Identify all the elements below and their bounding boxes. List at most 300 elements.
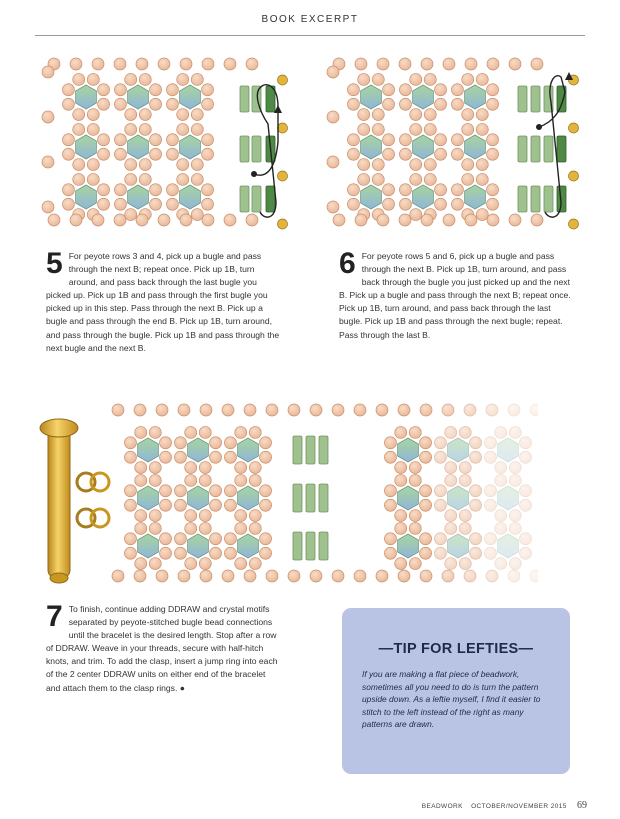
crystal-bead [76,135,97,159]
seed-bead [509,474,521,486]
seed-bead [484,499,496,511]
thread-start-dot [251,171,257,177]
crystal-bead [128,85,149,109]
seed-bead [166,134,178,146]
page-header [0,0,620,40]
seed-bead [134,570,146,582]
seed-bead [124,533,136,545]
seed-bead [395,558,407,570]
bugle-bead [557,186,566,212]
seed-bead [509,510,521,522]
seed-bead [158,214,170,226]
seed-bead [260,499,272,511]
seed-bead [310,404,322,416]
seed-bead [409,558,421,570]
step-5 [46,247,282,355]
crystal-bead [498,438,519,462]
seed-bead [487,198,499,210]
seed-bead [174,547,186,559]
crystal-bead [138,438,159,462]
seed-bead [260,437,272,449]
seed-bead [424,159,436,171]
seed-bead [191,123,203,135]
seed-bead [434,533,446,545]
seed-bead [409,474,421,486]
crystal-bead [361,85,382,109]
bugle-bead [319,436,328,464]
seed-bead [266,404,278,416]
seed-bead [377,214,389,226]
seed-bead [451,148,463,160]
clasp-end [50,573,68,583]
seed-bead [180,58,192,70]
seed-bead [210,533,222,545]
seed-bead [410,123,422,135]
seed-bead [509,522,521,534]
seed-bead [383,134,395,146]
seed-bead [399,214,411,226]
seed-bead [383,184,395,196]
crystal-bead [398,486,419,510]
seed-bead [98,134,110,146]
seed-bead [150,84,162,96]
seed-bead [420,437,432,449]
seed-bead [358,73,370,85]
seed-bead [125,159,137,171]
seed-bead [150,134,162,146]
seed-bead [372,159,384,171]
seed-bead [114,184,126,196]
crystal-bead [128,135,149,159]
crystal-bead [413,85,434,109]
seed-bead [150,198,162,210]
seed-bead [420,485,432,497]
seed-bead [420,499,432,511]
seed-bead [333,214,345,226]
seed-bead [424,123,436,135]
seed-bead [420,570,432,582]
bugle-bead [544,186,553,212]
seed-bead [42,201,54,213]
seed-bead [150,184,162,196]
crystal-bead [238,534,259,558]
seed-bead [150,98,162,110]
seed-bead [98,148,110,160]
seed-bead [487,184,499,196]
seed-bead [495,426,507,438]
seed-bead [354,404,366,416]
seed-bead [139,109,151,121]
seed-bead [150,148,162,160]
seed-bead [124,547,136,559]
seed-bead [114,58,126,70]
crystal-bead [465,185,486,209]
seed-bead [434,547,446,559]
seed-bead [470,547,482,559]
seed-bead [235,474,247,486]
seed-bead [462,173,474,185]
seed-bead [249,522,261,534]
seed-bead [409,510,421,522]
seed-bead [451,198,463,210]
seed-bead [470,437,482,449]
seed-bead [484,485,496,497]
seed-bead [62,148,74,160]
seed-bead [224,451,236,463]
seed-bead [445,522,457,534]
seed-bead [424,173,436,185]
seed-bead [166,84,178,96]
seed-bead [185,510,197,522]
seed-bead [410,73,422,85]
seed-bead [149,522,161,534]
bugle-bead [240,86,249,112]
seed-bead [174,533,186,545]
seed-bead [92,214,104,226]
seed-bead [465,58,477,70]
seed-bead [139,73,151,85]
seed-bead [508,404,520,416]
seed-bead [470,451,482,463]
page-number: 69 [577,800,587,811]
end-bead [278,123,288,133]
crystal-bead [238,438,259,462]
seed-bead [191,73,203,85]
seed-bead [202,214,214,226]
seed-bead [87,173,99,185]
seed-bead [178,404,190,416]
seed-bead [124,485,136,497]
seed-bead [222,404,234,416]
bugle-bead [531,86,540,112]
seed-bead [62,134,74,146]
seed-bead [210,485,222,497]
seed-bead [98,84,110,96]
end-bead [569,219,579,229]
seed-bead [114,198,126,210]
seed-bead [185,462,197,474]
step-6 [339,247,575,342]
seed-bead [62,98,74,110]
bugle-bead [518,86,527,112]
end-bead [569,123,579,133]
seed-bead [383,84,395,96]
seed-bead [135,474,147,486]
crystal-bead [448,486,469,510]
seed-bead [114,148,126,160]
seed-bead [139,123,151,135]
seed-bead [399,134,411,146]
seed-bead [177,73,189,85]
seed-bead [509,426,521,438]
seed-bead [73,173,85,185]
tip-box [342,608,570,774]
crystal-bead [188,486,209,510]
seed-bead [98,198,110,210]
seed-bead [435,134,447,146]
seed-bead [465,214,477,226]
seed-bead [288,404,300,416]
seed-bead [484,451,496,463]
seed-bead [358,123,370,135]
seed-bead [435,198,447,210]
seed-bead [178,570,190,582]
end-bead [278,75,288,85]
crystal-bead [76,185,97,209]
end-bead [278,219,288,229]
bugle-bead [293,436,302,464]
seed-bead [266,570,278,582]
seed-bead [62,84,74,96]
seed-bead [443,214,455,226]
seed-bead [451,84,463,96]
seed-bead [235,510,247,522]
seed-bead [332,404,344,416]
seed-bead [376,570,388,582]
seed-bead [476,209,488,221]
seed-bead [435,84,447,96]
seed-bead [114,134,126,146]
seed-bead [224,437,236,449]
seed-bead [476,159,488,171]
step-7-text: To finish, continue adding DDRAW and crystal motifs separated by peyote-stitched bugle bead connections until the bracelet is the desired length. Stop after a row of DDRAW. Weave in your threads, secure with half-hitch knots, and trim. To add the clasp, insert a jump ring into each of the 2 center DDRAW units on either end of the bracelet and attach them to the clasp rings. ● [46,604,278,693]
seed-bead [149,462,161,474]
seed-bead [191,159,203,171]
seed-bead [114,214,126,226]
bugle-bead [544,136,553,162]
crystal-bead [398,438,419,462]
seed-bead [509,58,521,70]
seed-bead [476,109,488,121]
seed-bead [260,547,272,559]
seed-bead [459,558,471,570]
seed-bead [358,159,370,171]
seed-bead [42,111,54,123]
seed-bead [399,84,411,96]
bugle-bead [266,186,275,212]
seed-bead [347,148,359,160]
seed-bead [520,533,532,545]
seed-bead [347,184,359,196]
bugle-bead [319,532,328,560]
seed-bead [200,404,212,416]
seed-bead [166,98,178,110]
seed-bead [246,58,258,70]
seed-bead [177,173,189,185]
crystal-bead [188,534,209,558]
seed-bead [495,474,507,486]
seed-bead [174,499,186,511]
seed-bead [484,547,496,559]
seed-bead [210,437,222,449]
seed-bead [135,426,147,438]
crystal-bead [465,135,486,159]
seed-bead [149,558,161,570]
seed-bead [177,109,189,121]
seed-bead [244,404,256,416]
seed-bead [42,156,54,168]
seed-bead [114,98,126,110]
seed-bead [398,570,410,582]
seed-bead [112,404,124,416]
seed-bead [98,184,110,196]
seed-bead [246,214,258,226]
seed-bead [459,462,471,474]
seed-bead [410,173,422,185]
step-7 [46,600,282,695]
seed-bead [384,437,396,449]
seed-bead [87,73,99,85]
seed-bead [476,73,488,85]
seed-bead [199,474,211,486]
seed-bead [358,173,370,185]
seed-bead [442,404,454,416]
seed-bead [451,184,463,196]
seed-bead [451,98,463,110]
tip-body: If you are making a flat piece of beadwork, sometimes all you need to do is turn the pattern upside down. As a leftie myself, I find it easier to stitch to the left instead of the right as many patterns are drawn. [362,669,541,730]
seed-bead [530,404,538,416]
seed-bead [445,462,457,474]
seed-bead [372,109,384,121]
crystal-bead [498,534,519,558]
seed-bead [185,474,197,486]
seed-bead [395,522,407,534]
seed-bead [520,499,532,511]
seed-bead [442,570,454,582]
seed-bead [166,148,178,160]
seed-bead [224,485,236,497]
bugle-bead [252,186,261,212]
seed-bead [62,184,74,196]
seed-bead [347,134,359,146]
seed-bead [92,58,104,70]
seed-bead [530,570,538,582]
seed-bead [509,462,521,474]
step-6-diagram [325,52,580,230]
seed-bead [347,198,359,210]
seed-bead [260,451,272,463]
step-5-text: For peyote rows 3 and 4, pick up a bugle and pass through the next B; repeat once. Pick up 1B, turn around, and pass back through the last bugle you picked up. Pick up 1B and pass through the first bugle you picked up in this step. Pass through the next B. Pick up a bugle and pass through the end B. Pick up 1B, turn around, and pass through the bugle. Pick up 1B and pass through the next bugle and the next B. [46,251,280,353]
seed-bead [249,474,261,486]
seed-bead [487,58,499,70]
crystal-bead [465,85,486,109]
seed-bead [409,426,421,438]
seed-bead [434,485,446,497]
seed-bead [139,159,151,171]
seed-bead [87,123,99,135]
end-bead [278,171,288,181]
seed-bead [160,485,172,497]
seed-bead [210,547,222,559]
seed-bead [149,510,161,522]
seed-bead [470,499,482,511]
seed-bead [235,522,247,534]
seed-bead [451,134,463,146]
seed-bead [421,58,433,70]
seed-bead [399,198,411,210]
seed-bead [124,499,136,511]
seed-bead [139,173,151,185]
seed-bead [160,499,172,511]
crystal-bead [180,135,201,159]
seed-bead [174,485,186,497]
crystal-bead [361,185,382,209]
seed-bead [244,570,256,582]
seed-bead [125,173,137,185]
seed-bead [156,570,168,582]
seed-bead [470,533,482,545]
bugle-bead [557,136,566,162]
seed-bead [332,570,344,582]
seed-bead [462,73,474,85]
seed-bead [160,533,172,545]
seed-bead [509,214,521,226]
seed-bead [249,510,261,522]
seed-bead [87,159,99,171]
seed-bead [249,558,261,570]
seed-bead [135,522,147,534]
seed-bead [464,404,476,416]
seed-bead [409,522,421,534]
seed-bead [185,558,197,570]
seed-bead [185,426,197,438]
seed-bead [384,485,396,497]
seed-bead [125,73,137,85]
tip-title: —TIP FOR LEFTIES— [378,641,534,657]
crystal-bead [413,135,434,159]
clasp-bar [48,428,70,578]
seed-bead [520,547,532,559]
seed-bead [158,58,170,70]
crystal-bead [138,534,159,558]
seed-bead [420,547,432,559]
seed-bead [191,173,203,185]
seed-bead [462,109,474,121]
seed-bead [124,437,136,449]
seed-bead [399,58,411,70]
seed-bead [98,98,110,110]
seed-bead [487,98,499,110]
seed-bead [435,148,447,160]
seed-bead [424,73,436,85]
seed-bead [202,148,214,160]
seed-bead [445,426,457,438]
seed-bead [199,426,211,438]
seed-bead [249,426,261,438]
bugle-bead [240,136,249,162]
seed-bead [495,510,507,522]
clasp-cap [40,419,78,437]
seed-bead [445,510,457,522]
seed-bead [149,474,161,486]
seed-bead [434,437,446,449]
bugle-bead [319,484,328,512]
seed-bead [486,404,498,416]
crystal-bead [448,534,469,558]
seed-bead [62,198,74,210]
seed-bead [310,570,322,582]
seed-bead [174,437,186,449]
crystal-bead [498,486,519,510]
seed-bead [486,570,498,582]
seed-bead [358,109,370,121]
seed-bead [377,58,389,70]
seed-bead [202,134,214,146]
seed-bead [384,547,396,559]
seed-bead [160,547,172,559]
seed-bead [434,451,446,463]
seed-bead [435,98,447,110]
